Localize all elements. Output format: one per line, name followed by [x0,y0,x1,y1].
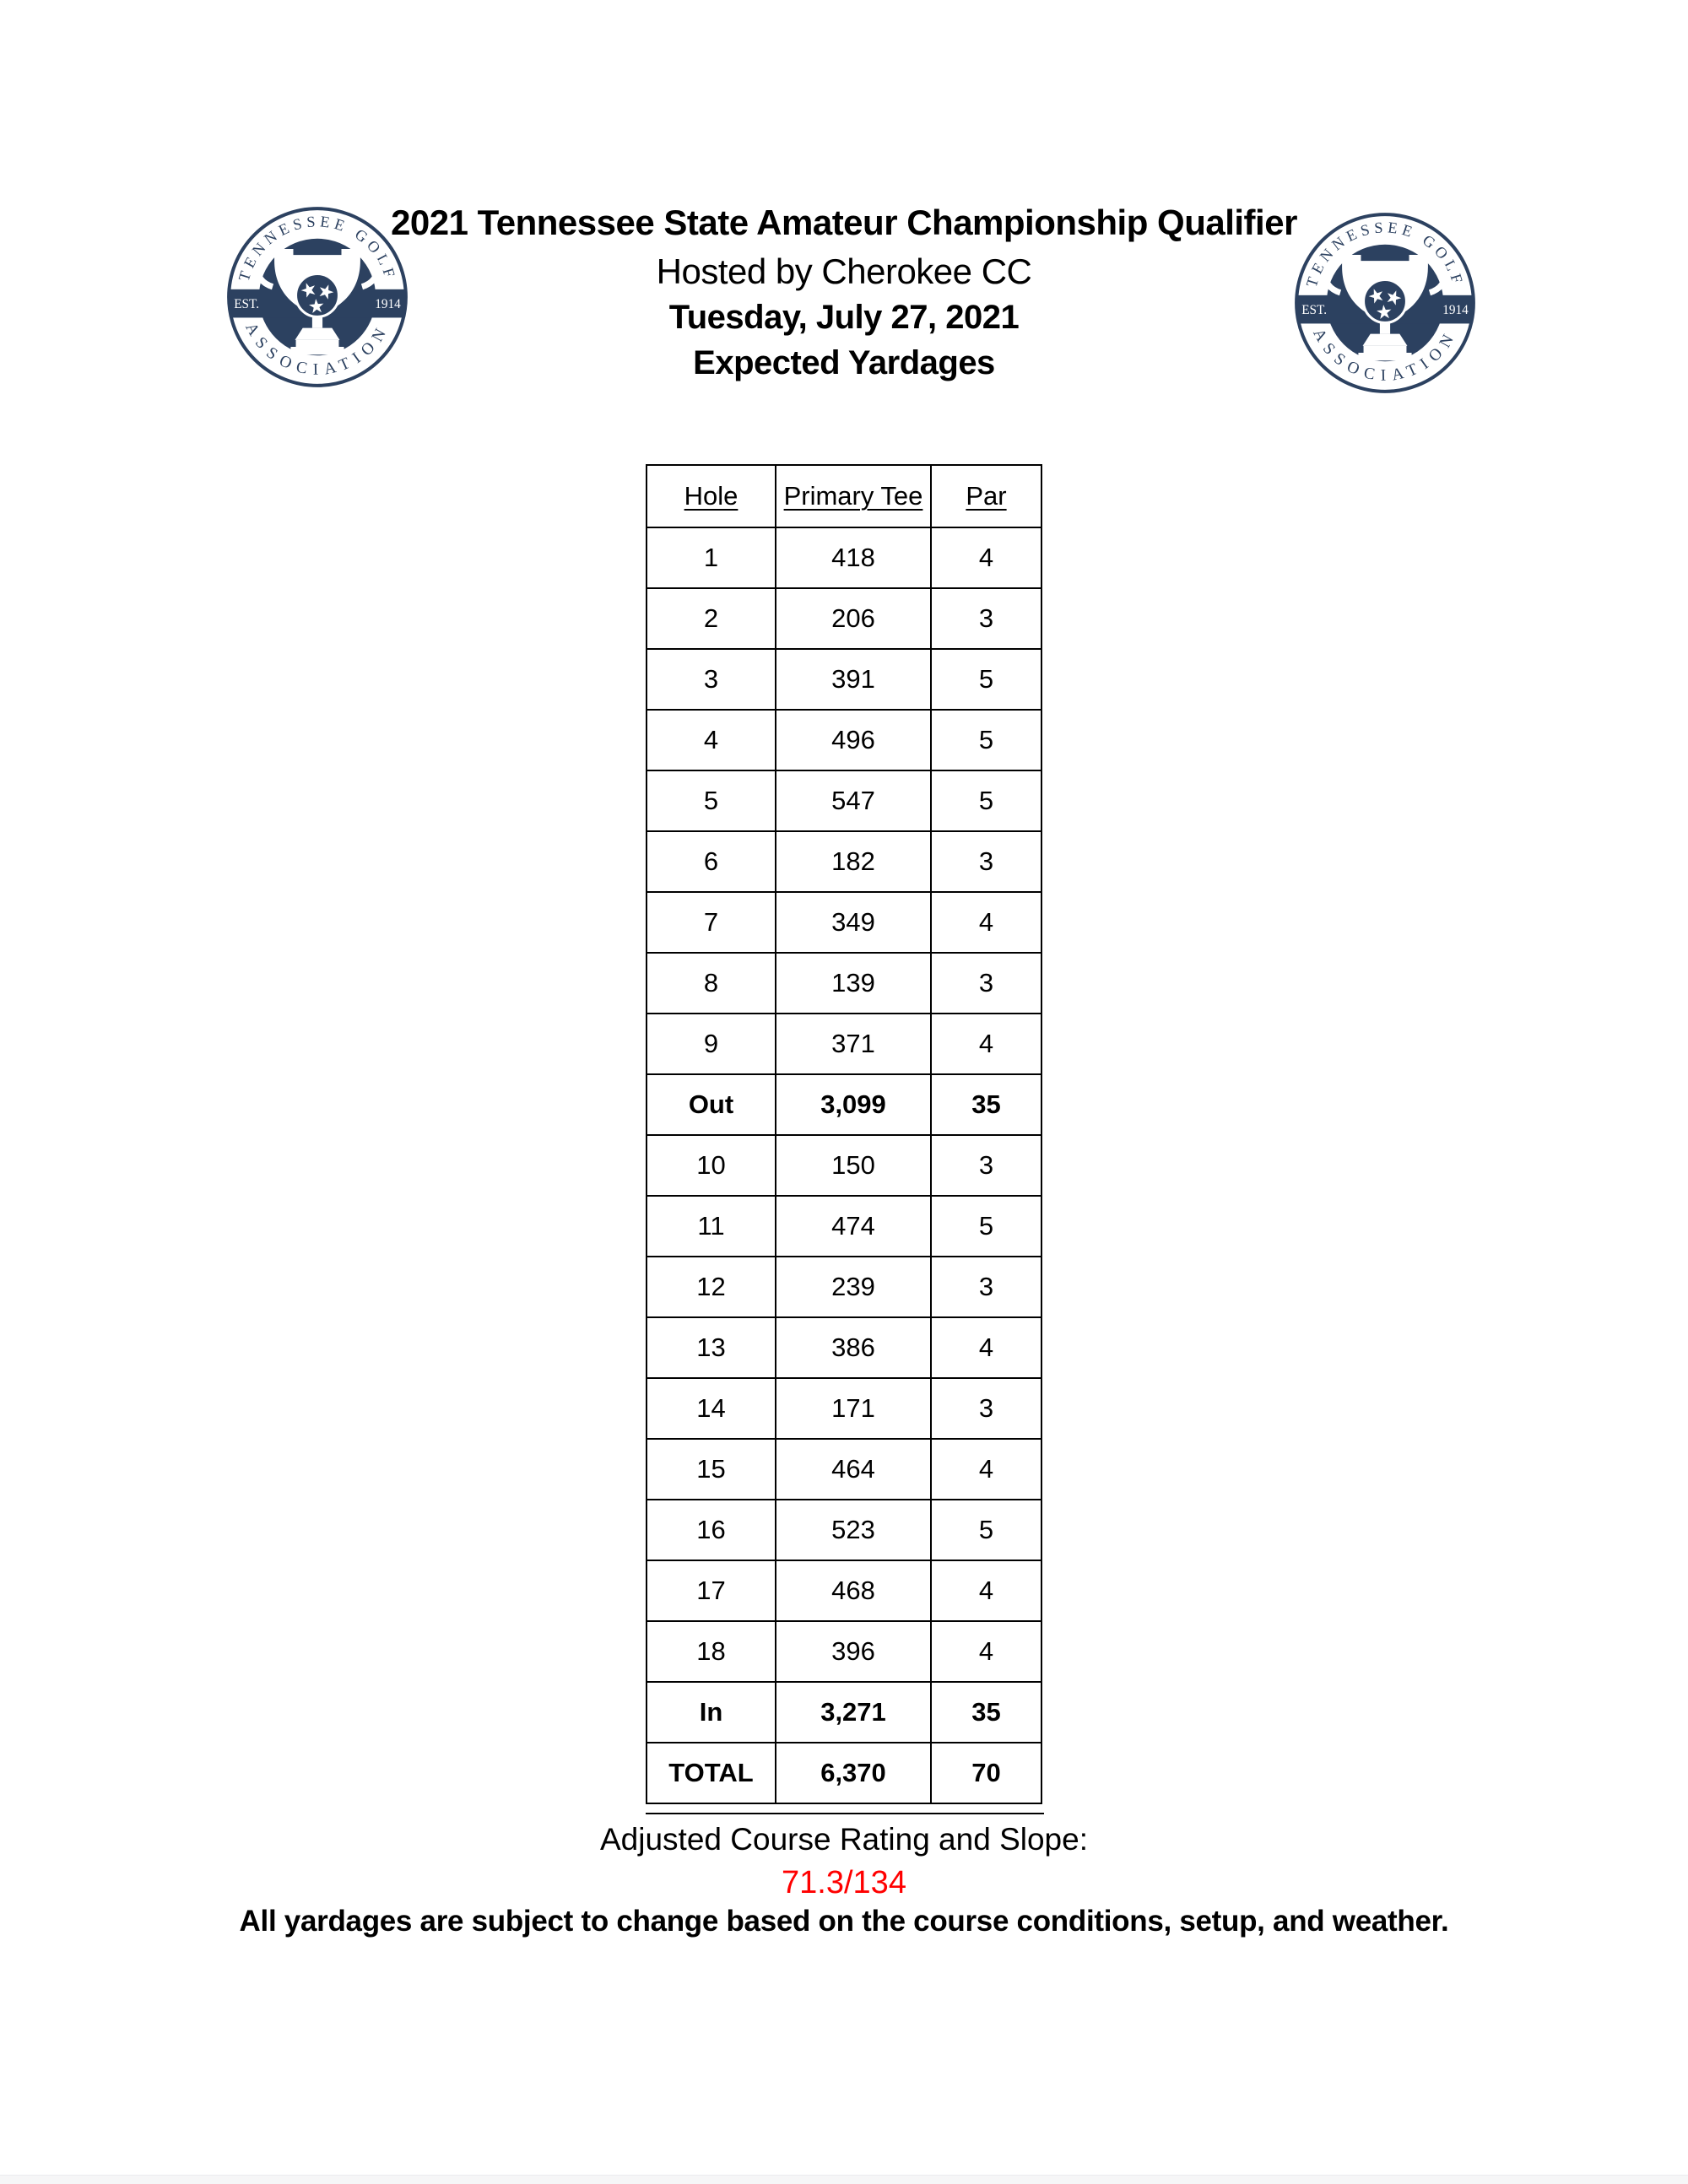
table-row [647,1014,1041,1074]
cell-yards: 418 [776,527,931,588]
cell-par: 5 [931,1500,1041,1560]
cell-par: 4 [931,1439,1041,1500]
yardage-table-body [647,527,1041,1803]
page-bottom-edge [0,2175,1688,2184]
cell-par: 3 [931,588,1041,649]
yardage-table [646,464,1042,1804]
cell-hole: 18 [647,1621,776,1682]
cell-par: 3 [931,1257,1041,1317]
table-bottom-rule [646,1813,1044,1814]
yardage-disclaimer: All yardages are subject to change based on the course conditions, setup, and weather. [239,1905,1449,1938]
cell-hole: 7 [647,892,776,953]
cell-par: 4 [931,1621,1041,1682]
cell-yards: 3,271 [776,1682,931,1743]
cell-yards: 3,099 [776,1074,931,1135]
table-row [647,1682,1041,1743]
cell-yards: 349 [776,892,931,953]
cell-hole: 17 [647,1560,776,1621]
course-rating-label: Adjusted Course Rating and Slope: [600,1822,1088,1857]
cell-yards: 468 [776,1560,931,1621]
table-row [647,1500,1041,1560]
page-title: 2021 Tennessee State Amateur Championship Qualifier [391,203,1297,242]
cell-yards: 396 [776,1621,931,1682]
cell-hole: 13 [647,1317,776,1378]
column-header: Primary Tee [776,465,931,527]
table-header-row [647,465,1041,527]
table-row [647,1560,1041,1621]
table-row [647,1378,1041,1439]
cell-yards: 150 [776,1135,931,1196]
cell-hole: 6 [647,831,776,892]
cell-hole: 8 [647,953,776,1014]
cell-yards: 464 [776,1439,931,1500]
cell-par: 35 [931,1682,1041,1743]
table-row [647,953,1041,1014]
cell-par: 3 [931,953,1041,1014]
cell-yards: 391 [776,649,931,710]
table-row [647,892,1041,953]
column-header: Hole [647,465,776,527]
table-row [647,527,1041,588]
table-row [647,1621,1041,1682]
cell-yards: 474 [776,1196,931,1257]
cell-yards: 547 [776,770,931,831]
cell-par: 4 [931,1317,1041,1378]
table-row [647,770,1041,831]
event-date-line: Tuesday, July 27, 2021 [668,299,1020,336]
cell-par: 3 [931,831,1041,892]
course-rating-value: 71.3/134 [782,1865,906,1900]
hosted-by-line: Hosted by Cherokee CC [656,251,1032,291]
cell-yards: 171 [776,1378,931,1439]
cell-hole: 14 [647,1378,776,1439]
cell-par: 5 [931,649,1041,710]
cell-hole: TOTAL [647,1743,776,1803]
cell-hole: 9 [647,1014,776,1074]
cell-hole: In [647,1682,776,1743]
cell-yards: 182 [776,831,931,892]
cell-yards: 139 [776,953,931,1014]
cell-par: 4 [931,1014,1041,1074]
cell-yards: 371 [776,1014,931,1074]
cell-par: 70 [931,1743,1041,1803]
cell-par: 3 [931,1135,1041,1196]
cell-yards: 239 [776,1257,931,1317]
cell-yards: 523 [776,1500,931,1560]
cell-hole: 11 [647,1196,776,1257]
cell-hole: 16 [647,1500,776,1560]
cell-yards: 206 [776,588,931,649]
cell-hole: 10 [647,1135,776,1196]
cell-hole: 1 [647,527,776,588]
cell-hole: 5 [647,770,776,831]
cell-par: 4 [931,892,1041,953]
cell-par: 4 [931,1560,1041,1621]
table-row [647,710,1041,770]
table-row [647,1743,1041,1803]
cell-hole: 4 [647,710,776,770]
cell-par: 35 [931,1074,1041,1135]
cell-hole: 12 [647,1257,776,1317]
table-row [647,1317,1041,1378]
cell-yards: 6,370 [776,1743,931,1803]
cell-hole: 3 [647,649,776,710]
cell-yards: 386 [776,1317,931,1378]
sheet-type-line: Expected Yardages [693,344,995,381]
cell-par: 5 [931,710,1041,770]
cell-par: 5 [931,770,1041,831]
column-header: Par [931,465,1041,527]
cell-hole: 15 [647,1439,776,1500]
table-row [647,649,1041,710]
cell-par: 4 [931,527,1041,588]
cell-hole: Out [647,1074,776,1135]
table-row [647,588,1041,649]
table-row [647,831,1041,892]
cell-yards: 496 [776,710,931,770]
cell-par: 5 [931,1196,1041,1257]
table-row [647,1196,1041,1257]
cell-hole: 2 [647,588,776,649]
table-row [647,1439,1041,1500]
table-row [647,1135,1041,1196]
table-row [647,1257,1041,1317]
cell-par: 3 [931,1378,1041,1439]
table-row [647,1074,1041,1135]
